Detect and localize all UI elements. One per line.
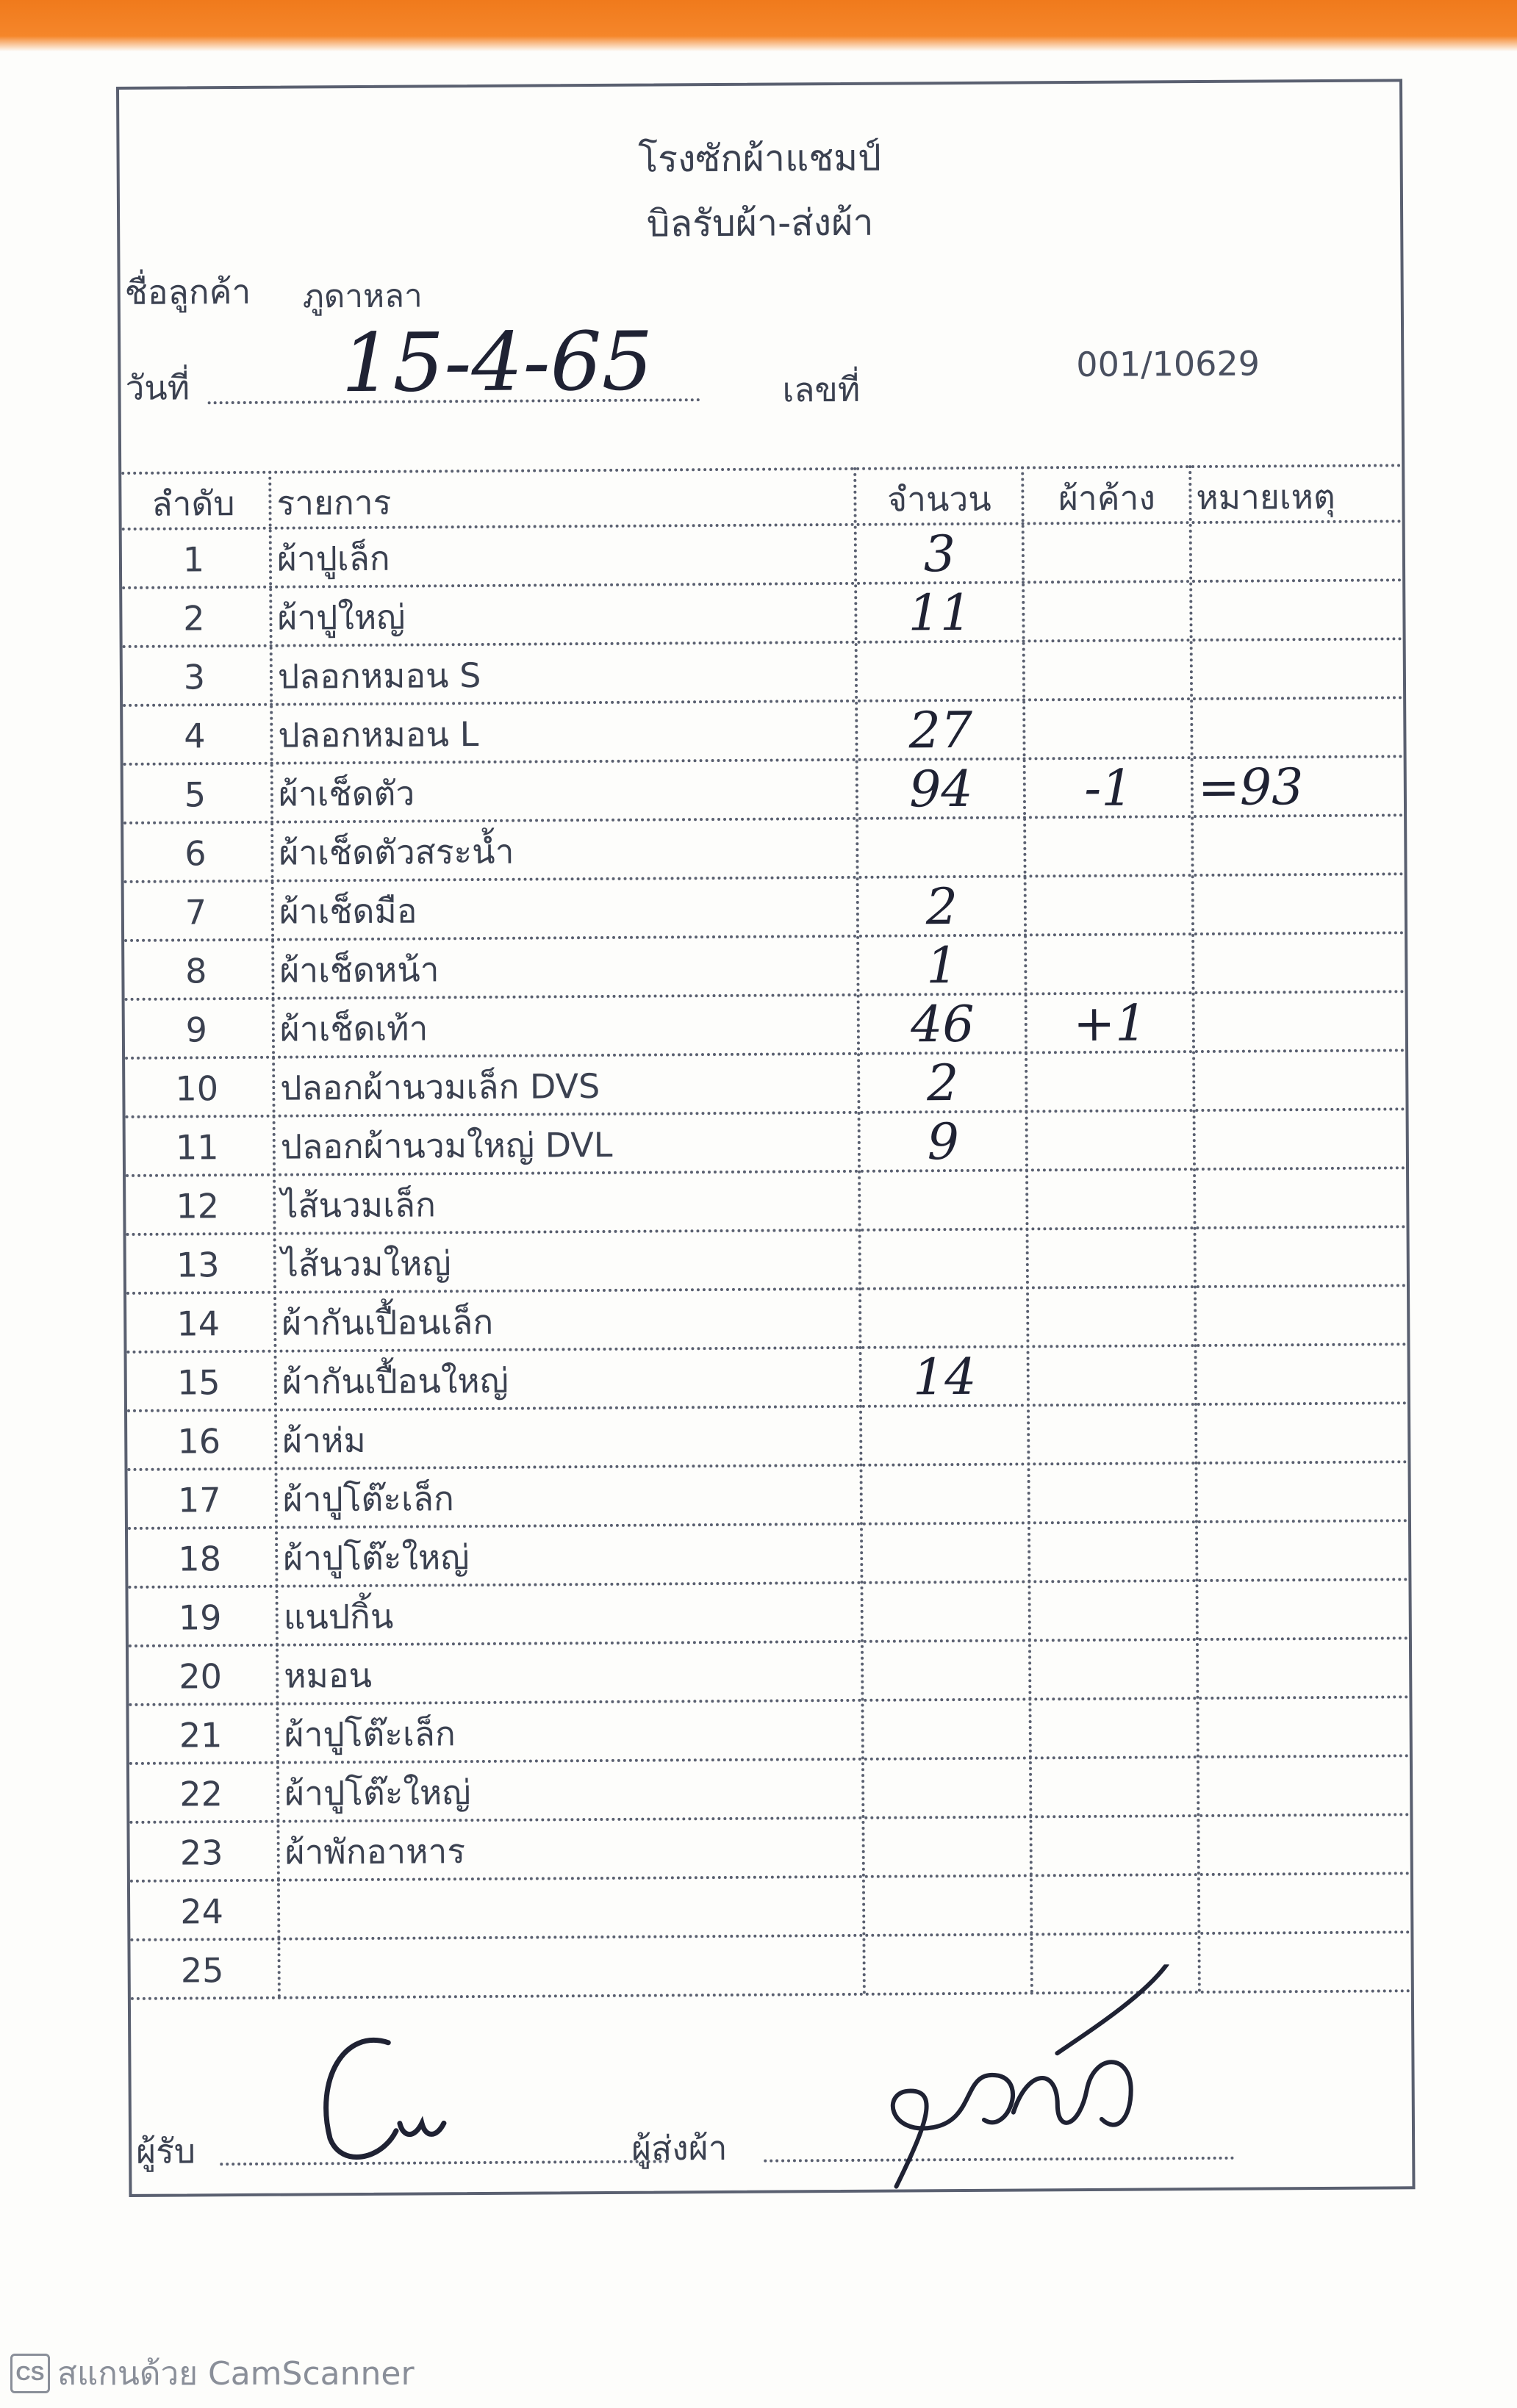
row-note xyxy=(1192,581,1407,641)
row-owe xyxy=(1025,700,1191,760)
row-qty xyxy=(863,1583,1028,1642)
row-item: ผ้าเช็ดเท้า xyxy=(279,1008,428,1049)
row-item: ผ้าปูโต๊ะใหญ่ xyxy=(283,1537,470,1578)
row-note xyxy=(1198,1581,1413,1641)
row-owe xyxy=(1025,583,1190,642)
items-table xyxy=(121,464,1402,1991)
row-owe xyxy=(1032,1817,1197,1877)
row-item: แนปกิ้น xyxy=(283,1596,394,1637)
row-number: 25 xyxy=(180,1950,224,1991)
row-note xyxy=(1198,1522,1413,1582)
row-item: ปลอกหมอน S xyxy=(277,655,481,697)
row-item: ปลอกหมอน L xyxy=(278,714,479,755)
row-qty xyxy=(861,1230,1027,1290)
row-qty xyxy=(865,1877,1030,1936)
table-row xyxy=(127,1404,1407,1471)
row-item: ผ้ากันเปื้อนใหญ่ xyxy=(281,1360,509,1402)
row-note xyxy=(1192,522,1407,583)
row-number: 14 xyxy=(176,1304,220,1344)
row-qty: 3 xyxy=(923,525,956,584)
row-owe xyxy=(1026,818,1191,877)
camscanner-watermark xyxy=(10,2348,415,2399)
row-note xyxy=(1196,1110,1410,1171)
row-owe xyxy=(1028,1053,1193,1113)
row-item: ผ้าเช็ดตัว xyxy=(278,773,415,814)
row-qty: 94 xyxy=(908,760,973,819)
row-note xyxy=(1200,1875,1415,1935)
row-qty xyxy=(864,1642,1029,1701)
row-owe xyxy=(1027,935,1192,995)
row-qty: 2 xyxy=(925,878,958,937)
row-number: 3 xyxy=(183,657,206,697)
row-note xyxy=(1197,1228,1411,1288)
row-qty xyxy=(864,1759,1030,1819)
table-row xyxy=(124,875,1405,942)
row-note xyxy=(1200,1933,1415,1994)
customer-label: ชื่อลูกค้า xyxy=(124,271,251,312)
col-item-header: รายการ xyxy=(276,482,392,523)
row-number: 4 xyxy=(184,716,206,756)
row-item: ผ้าปูโต๊ะเล็ก xyxy=(282,1478,454,1520)
table-row xyxy=(124,934,1405,1001)
row-note xyxy=(1195,993,1410,1053)
row-qty xyxy=(861,1171,1026,1231)
row-owe xyxy=(1031,1700,1197,1759)
table-row xyxy=(122,581,1402,648)
row-item: ปลอกผ้านวมเล็ก DVS xyxy=(280,1066,600,1108)
row-qty: 27 xyxy=(908,701,973,761)
row-number: 17 xyxy=(177,1480,221,1520)
table-row xyxy=(126,1287,1407,1354)
table-row xyxy=(123,758,1404,824)
col-owe-header: ผ้าค้าง xyxy=(1058,478,1156,519)
row-number: 15 xyxy=(176,1362,220,1403)
row-item: ผ้าเช็ดมือ xyxy=(279,891,417,932)
table-row xyxy=(128,1581,1408,1647)
table-row xyxy=(127,1345,1407,1412)
row-item: หมอน xyxy=(284,1655,373,1696)
table-row xyxy=(126,1110,1406,1177)
row-number: 24 xyxy=(180,1891,224,1932)
table-row xyxy=(130,1933,1410,2000)
table-row xyxy=(123,640,1403,707)
row-qty: 1 xyxy=(925,937,958,996)
row-number: 1 xyxy=(182,539,205,580)
row-owe xyxy=(1030,1347,1195,1406)
row-item: ผ้าเช็ดหน้า xyxy=(279,949,440,991)
row-number: 11 xyxy=(175,1127,219,1168)
date-handwritten: 15-4-65 xyxy=(340,314,653,411)
table-row xyxy=(128,1522,1408,1589)
row-qty xyxy=(862,1465,1028,1525)
row-owe xyxy=(1027,877,1192,936)
row-note xyxy=(1197,1404,1412,1464)
row-owe xyxy=(1030,1582,1196,1642)
table-row xyxy=(129,1816,1410,1883)
table-row xyxy=(126,1169,1406,1236)
row-number: 21 xyxy=(179,1715,223,1755)
bill-number-label: เลขที่ xyxy=(782,369,861,410)
table-row xyxy=(129,1698,1409,1765)
row-qty: 11 xyxy=(908,583,972,643)
sender-signature xyxy=(836,1964,1191,2202)
shop-title: โรงซักผ้าแชมป์ xyxy=(638,136,882,181)
row-note xyxy=(1199,1816,1414,1876)
camscanner-logo: CS xyxy=(10,2354,50,2393)
sender-label: ผู้ส่งผ้า xyxy=(631,2127,728,2168)
row-qty xyxy=(858,819,1024,878)
row-item: ผ้าปูใหญ่ xyxy=(277,597,406,638)
row-note xyxy=(1199,1757,1414,1817)
row-item: ผ้าห่ม xyxy=(282,1420,366,1461)
row-note xyxy=(1196,1169,1410,1229)
row-qty xyxy=(863,1524,1028,1584)
row-owe xyxy=(1033,1876,1198,1936)
row-note xyxy=(1194,875,1409,935)
row-note xyxy=(1199,1698,1413,1758)
row-note xyxy=(1195,1052,1410,1112)
table-row xyxy=(125,993,1405,1060)
row-number: 18 xyxy=(178,1539,222,1579)
table-row xyxy=(125,1052,1405,1118)
row-number: 13 xyxy=(176,1245,220,1285)
row-number: 23 xyxy=(179,1833,223,1873)
row-item xyxy=(281,1878,866,1941)
receiver-label: ผู้รับ xyxy=(136,2131,196,2171)
bill-subtitle: บิลรับผ้า-ส่งผ้า xyxy=(646,201,874,245)
row-qty xyxy=(864,1818,1030,1877)
row-number: 12 xyxy=(176,1186,220,1226)
row-qty xyxy=(861,1289,1027,1348)
row-item: ผ้าพักอาหาร xyxy=(284,1831,466,1872)
row-number: 10 xyxy=(175,1068,219,1109)
row-item xyxy=(281,1937,866,1999)
row-item: ไส้นวมใหญ่ xyxy=(281,1243,451,1284)
row-qty xyxy=(862,1406,1028,1466)
table-row xyxy=(123,699,1403,766)
row-item: ผ้ากันเปื้อนเล็ก xyxy=(281,1301,494,1343)
col-qty-header: จำนวน xyxy=(887,478,991,520)
table-header xyxy=(121,464,1402,531)
row-note xyxy=(1197,1345,1412,1406)
row-number: 6 xyxy=(184,833,207,874)
row-owe xyxy=(1030,1464,1195,1524)
row-owe xyxy=(1031,1641,1197,1700)
table-row xyxy=(128,1463,1408,1530)
customer-name: ภูดาหลา xyxy=(302,277,423,316)
row-number: 2 xyxy=(183,598,205,639)
row-number: 19 xyxy=(178,1597,222,1638)
row-owe xyxy=(1029,1288,1194,1348)
row-owe xyxy=(1025,641,1191,701)
orange-top-band xyxy=(0,0,1517,51)
row-owe: -1 xyxy=(1083,759,1133,818)
row-note xyxy=(1194,934,1409,994)
col-no-header: ลำดับ xyxy=(151,484,235,524)
row-owe xyxy=(1028,1112,1194,1171)
row-item: ปลอกผ้านวมใหญ่ DVL xyxy=(280,1124,613,1167)
row-item: ผ้าเช็ดตัวสระน้ำ xyxy=(279,831,514,873)
row-qty: 46 xyxy=(910,995,975,1054)
row-number: 5 xyxy=(184,774,207,815)
table-row xyxy=(122,522,1402,589)
row-owe: +1 xyxy=(1072,994,1147,1054)
row-note xyxy=(1197,1287,1411,1347)
row-number: 7 xyxy=(184,892,207,932)
row-note xyxy=(1193,699,1407,759)
row-number: 22 xyxy=(179,1774,223,1814)
table-row xyxy=(129,1757,1410,1824)
row-note xyxy=(1193,640,1407,700)
row-note xyxy=(1194,816,1408,877)
table-row xyxy=(126,1228,1407,1295)
row-qty: 9 xyxy=(927,1113,960,1172)
row-number: 20 xyxy=(179,1656,223,1697)
row-qty xyxy=(858,642,1023,702)
row-number: 16 xyxy=(177,1421,221,1462)
table-row xyxy=(129,1639,1409,1706)
table-row xyxy=(123,816,1404,883)
row-owe xyxy=(1029,1229,1194,1289)
row-note xyxy=(1199,1639,1413,1700)
table-row xyxy=(130,1875,1410,1941)
row-owe xyxy=(1030,1523,1196,1583)
bill-number: 001/10629 xyxy=(1076,343,1260,385)
row-qty xyxy=(864,1700,1029,1760)
row-note: =93 xyxy=(1197,758,1304,818)
row-number: 9 xyxy=(185,1010,208,1050)
row-qty: 14 xyxy=(912,1348,977,1407)
receiver-signature xyxy=(300,2013,462,2175)
row-owe xyxy=(1025,524,1190,583)
camscanner-text: สแกนด้วย CamScanner xyxy=(57,2355,415,2393)
row-note xyxy=(1197,1463,1412,1523)
row-owe xyxy=(1032,1758,1197,1818)
row-item: ผ้าปูโต๊ะใหญ่ xyxy=(284,1772,471,1814)
row-item: ผ้าปูเล็ก xyxy=(276,538,390,579)
row-item: ไส้นวมเล็ก xyxy=(281,1185,437,1226)
row-item: ผ้าปูโต๊ะเล็ก xyxy=(284,1714,456,1755)
row-owe xyxy=(1028,1171,1194,1230)
row-owe xyxy=(1030,1406,1195,1465)
col-note-header: หมายเหตุ xyxy=(1196,476,1335,518)
row-qty: 2 xyxy=(926,1054,959,1113)
row-number: 8 xyxy=(185,951,207,991)
date-label: วันที่ xyxy=(125,367,190,408)
laundry-bill-form xyxy=(116,79,1416,2197)
